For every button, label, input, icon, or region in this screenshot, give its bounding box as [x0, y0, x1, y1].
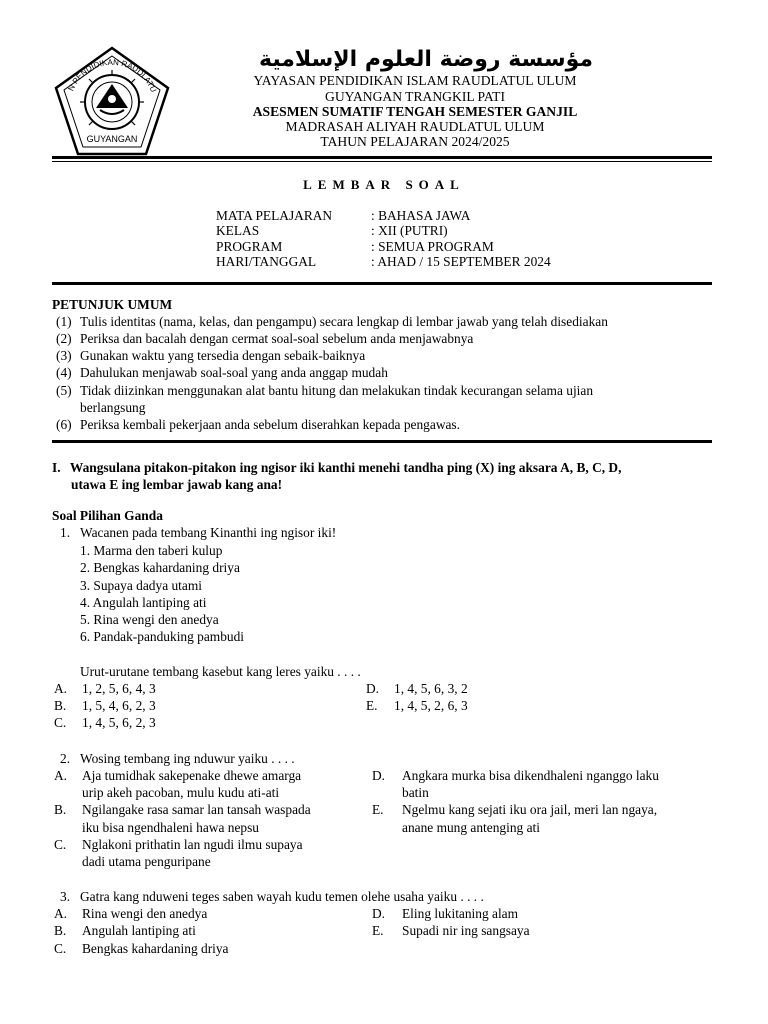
- option-a-cont[interactable]: urip akeh pacoban, mulu kudu ati-ati: [82, 785, 280, 800]
- option-label-a: A.: [54, 681, 68, 696]
- question-text: Wosing tembang ing nduwur yaiku . . . .: [80, 751, 295, 766]
- option-b[interactable]: Ngilangake rasa samar lan tansah waspada: [82, 802, 311, 817]
- option-label-d: D.: [372, 768, 386, 783]
- option-label-d: D.: [372, 906, 386, 921]
- header-line-5: TAHUN PELAJARAN 2024/2025: [320, 134, 510, 149]
- instructions-divider: [52, 440, 712, 443]
- option-c[interactable]: Nglakoni prithatin lan ngudi ilmu supaya: [82, 837, 303, 852]
- info-key: PROGRAM: [216, 239, 283, 254]
- option-b-cont[interactable]: iku bisa ngendhaleni hawa nepsu: [82, 820, 260, 835]
- logo-text-top: N PENDIDIKAN RAUDLATU: [66, 57, 159, 94]
- option-label-c: C.: [54, 837, 67, 852]
- option-label-e: E.: [372, 802, 384, 817]
- info-key: KELAS: [216, 223, 260, 238]
- subsection-heading: Soal Pilihan Ganda: [52, 508, 163, 523]
- instruction-item: [56, 347, 716, 364]
- instruction-item: [56, 382, 716, 399]
- question-text: Urut-urutane tembang kasebut kang leres yaiku . . . .: [80, 664, 361, 679]
- instruction-text: Periksa dan bacalah dengan cermat soal-soal sebelum anda menjawabnya: [80, 331, 474, 346]
- option-d[interactable]: Eling lukitaning alam: [402, 906, 519, 921]
- question-number: 1.: [60, 525, 71, 540]
- option-label-e: E.: [372, 923, 384, 938]
- poem-line: 1. Marma den taberi kulup: [80, 543, 223, 558]
- instructions-heading: PETUNJUK UMUM: [52, 297, 173, 312]
- instruction-continuation: berlangsung: [80, 400, 146, 415]
- option-d[interactable]: Angkara murka bisa dikendhaleni nganggo laku: [402, 768, 659, 783]
- arabic-text: مؤسسة روضة العلوم الإسلامية: [258, 47, 594, 72]
- section-instruction: [52, 459, 621, 476]
- instruction-number: (1): [56, 314, 72, 329]
- option-c[interactable]: 1, 4, 5, 6, 2, 3: [82, 715, 156, 730]
- option-label-b: B.: [54, 802, 67, 817]
- poem-line: 6. Pandak-panduking pambudi: [80, 629, 245, 644]
- instruction-item: [56, 364, 716, 381]
- question-number: 2.: [60, 751, 71, 766]
- instruction-item: [56, 330, 716, 347]
- instruction-text: Tidak diizinkan menggunakan alat bantu hitung dan melakukan tindak kecurangan selama ujian: [80, 383, 594, 398]
- poem-line: 5. Rina wengi den anedya: [80, 612, 219, 627]
- option-label-a: A.: [54, 906, 68, 921]
- option-a[interactable]: Aja tumidhak sakepenake dhewe amarga: [82, 768, 302, 783]
- instruction-text: Periksa kembali pekerjaan anda sebelum diserahkan kepada pengawas.: [80, 417, 460, 432]
- poem-line: 4. Angulah lantiping ati: [80, 595, 207, 610]
- instruction-item: [56, 313, 716, 330]
- option-b[interactable]: 1, 5, 4, 6, 2, 3: [82, 698, 156, 713]
- arabic-calligraphy: [256, 40, 596, 76]
- section-instruction-line-1: Wangsulana pitakon-pitakon ing ngisor iki kanthi menehi tandha ping (X) ing aksara A, B, C, D,: [69, 460, 622, 475]
- option-label-c: C.: [54, 941, 67, 956]
- section-number: I.: [52, 460, 61, 475]
- info-key: HARI/TANGGAL: [216, 254, 317, 269]
- option-a[interactable]: Rina wengi den anedya: [82, 906, 208, 921]
- info-value: : SEMUA PROGRAM: [371, 239, 494, 254]
- option-e[interactable]: Ngelmu kang sejati iku ora jail, meri lan ngaya,: [402, 802, 658, 817]
- option-label-e: E.: [366, 698, 378, 713]
- info-value: : XII (PUTRI): [371, 223, 448, 238]
- option-b[interactable]: Angulah lantiping ati: [82, 923, 196, 938]
- instruction-number: (4): [56, 365, 72, 380]
- instruction-text: Dahulukan menjawab soal-soal yang anda anggap mudah: [80, 365, 388, 380]
- poem-line: 2. Bengkas kahardaning driya: [80, 560, 240, 575]
- option-e[interactable]: Supadi nir ing sangsaya: [402, 923, 530, 938]
- option-label-d: D.: [366, 681, 380, 696]
- poem-line: 3. Supaya dadya utami: [80, 578, 202, 593]
- school-logo: [52, 44, 172, 158]
- instruction-number: (2): [56, 331, 72, 346]
- option-label-a: A.: [54, 768, 68, 783]
- header-divider-thin: [52, 161, 712, 162]
- option-label-c: C.: [54, 715, 67, 730]
- option-e[interactable]: 1, 4, 5, 2, 6, 3: [394, 698, 468, 713]
- instruction-number: (6): [56, 417, 72, 432]
- option-label-b: B.: [54, 923, 67, 938]
- section-instruction-line-2: utawa E ing lembar jawab kang ana!: [71, 477, 283, 492]
- option-d-cont[interactable]: batin: [402, 785, 429, 800]
- instruction-item: [56, 416, 716, 433]
- option-c[interactable]: Bengkas kahardaning driya: [82, 941, 229, 956]
- instruction-text: Tulis identitas (nama, kelas, dan pengampu) secara lengkap di lembar jawab yang telah disediakan: [80, 314, 608, 329]
- option-label-b: B.: [54, 698, 67, 713]
- option-e-cont[interactable]: anane mung antenging ati: [402, 820, 540, 835]
- header-line-4: MADRASAH ALIYAH RAUDLATUL ULUM: [285, 119, 545, 134]
- info-value: : BAHASA JAWA: [371, 208, 471, 223]
- instruction-number: (3): [56, 348, 72, 363]
- header-line-1: YAYASAN PENDIDIKAN ISLAM RAUDLATUL ULUM: [253, 73, 577, 88]
- header-line-2: GUYANGAN TRANGKIL PATI: [325, 89, 505, 104]
- header-divider-thick: [52, 156, 712, 159]
- option-a[interactable]: 1, 2, 5, 6, 4, 3: [82, 681, 156, 696]
- option-c-cont[interactable]: dadi utama penguripane: [82, 854, 211, 869]
- info-value: : AHAD / 15 SEPTEMBER 2024: [371, 254, 551, 269]
- instruction-number: (5): [56, 383, 72, 398]
- info-row-class: [216, 222, 448, 239]
- question-text: Gatra kang nduweni teges saben wayah kudu temen olehe usaha yaiku . . . .: [80, 889, 484, 904]
- option-d[interactable]: 1, 4, 5, 6, 3, 2: [394, 681, 468, 696]
- info-row-date: [216, 253, 551, 270]
- info-key: MATA PELAJARAN: [216, 208, 333, 223]
- instruction-text: Gunakan waktu yang tersedia dengan sebaik-baiknya: [80, 348, 366, 363]
- info-divider: [52, 282, 712, 285]
- header-line-3: ASESMEN SUMATIF TENGAH SEMESTER GANJIL: [252, 104, 578, 119]
- page-title: LEMBAR SOAL: [303, 177, 465, 192]
- question-prompt: Wacanen pada tembang Kinanthi ing ngisor iki!: [80, 525, 337, 540]
- question-number: 3.: [60, 889, 71, 904]
- logo-text-bottom: GUYANGAN: [86, 134, 138, 144]
